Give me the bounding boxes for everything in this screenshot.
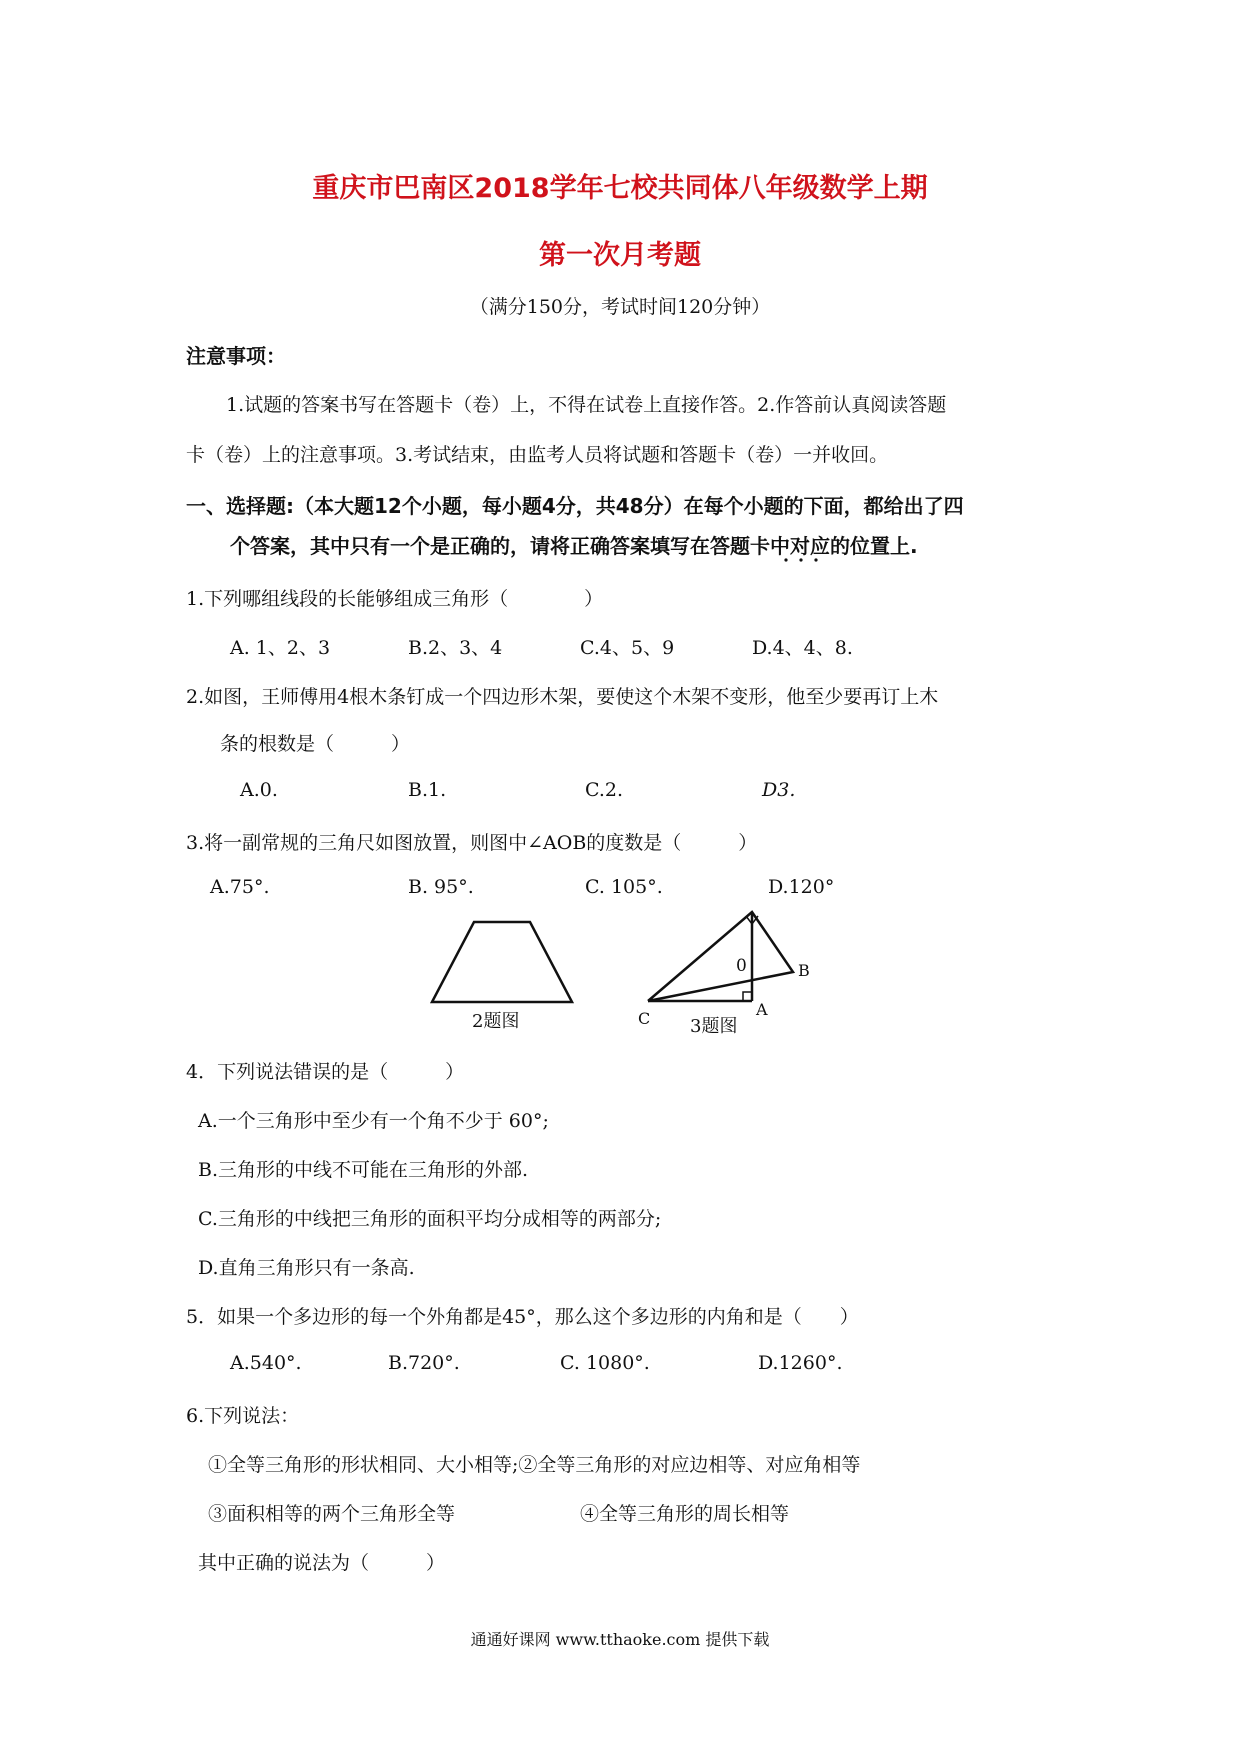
q1-option-d: D.4、4、8. [752,637,853,659]
figure-3-caption: 3题图 [690,1016,738,1037]
q4-option-a: A.一个三角形中至少有一个角不少于 60°; [198,1110,549,1132]
q2-option-a: A.0. [240,779,278,801]
q2-option-c: C.2. [585,779,624,801]
q4-option-b: B.三角形的中线不可能在三角形的外部. [198,1159,529,1181]
emphasis-dots [782,556,822,564]
figure-2-caption: 2题图 [472,1011,520,1032]
q2-stem-line1: 2.如图，王师傅用4根木条钉成一个四边形木架，要使这个木架不变形，他至少要再订上木 [186,686,939,708]
q3-option-b: B. 95°. [408,876,474,898]
q4-stem: 4．下列说法错误的是（ ） [186,1061,465,1083]
triangle-cbd [648,912,793,1001]
q6-question: 其中正确的说法为（ ） [198,1552,446,1574]
q6-item-4: ④全等三角形的周长相等 [580,1503,790,1525]
label-a: A [756,1000,768,1019]
q4-option-c: C.三角形的中线把三角形的面积平均分成相等的两部分; [198,1208,662,1230]
q3-option-a: A.75°. [210,876,270,898]
q5-stem: 5．如果一个多边形的每一个外角都是45°，那么这个多边形的内角和是（ ） [186,1306,859,1328]
q2-option-b: B.1. [408,779,447,801]
q3-option-c: C. 105°. [585,876,663,898]
q3-stem: 3.将一副常规的三角尺如图放置，则图中∠AOB的度数是（ ） [186,832,758,854]
q5-option-c: C. 1080°. [560,1352,650,1374]
q1-option-b: B.2、3、4 [408,637,503,659]
q5-option-b: B.720°. [388,1352,460,1374]
exam-title-line2: 第一次月考题 [539,240,701,271]
q3-option-d: D.120° [768,876,835,898]
section1-line2: 个答案，其中只有一个是正确的，请将正确答案填写在答题卡中对应的位置上. [230,534,918,558]
q1-option-c: C.4、5、9 [580,637,675,659]
label-o: 0 [736,956,747,976]
q5-option-a: A.540°. [230,1352,302,1374]
q2-stem-line2: 条的根数是（ ） [220,733,411,755]
q6-stem: 6.下列说法： [186,1405,300,1427]
figure-3-set-squares [630,905,830,1040]
figure-2-trapezoid [420,915,590,1035]
q6-items-1-2: ①全等三角形的形状相同、大小相等;②全等三角形的对应边相等、对应角相等 [208,1454,861,1476]
notes-heading: 注意事项： [186,344,286,368]
section1-line1: 一、选择题:（本大题12个小题，每小题4分，共48分）在每个小题的下面，都给出了四 [186,494,964,518]
exam-title-line1: 重庆市巴南区2018学年七校共同体八年级数学上期 [312,173,928,204]
q2-option-d: D3. [762,779,796,801]
page-footer: 通通好课网 www.tthaoke.com 提供下载 [470,1630,770,1649]
label-c: C [638,1009,651,1028]
label-b: B [798,961,810,980]
exam-subtitle: （满分150分，考试时间120分钟） [469,296,771,318]
q4-option-d: D.直角三角形只有一条高. [198,1257,415,1279]
q1-stem: 1.下列哪组线段的长能够组成三角形（ ） [186,588,604,610]
q5-option-d: D.1260°. [758,1352,843,1374]
q1-option-a: A. 1、2、3 [230,637,331,659]
trapezoid-shape [432,922,572,1002]
notes-line2: 卡（卷）上的注意事项。3.考试结束，由监考人员将试题和答题卡（卷）一并收回。 [186,444,889,466]
q6-item-3: ③面积相等的两个三角形全等 [208,1503,456,1525]
notes-line1: 1.试题的答案书写在答题卡（卷）上，不得在试卷上直接作答。2.作答前认真阅读答题 [226,394,947,416]
right-angle-mark-a [743,992,752,1001]
